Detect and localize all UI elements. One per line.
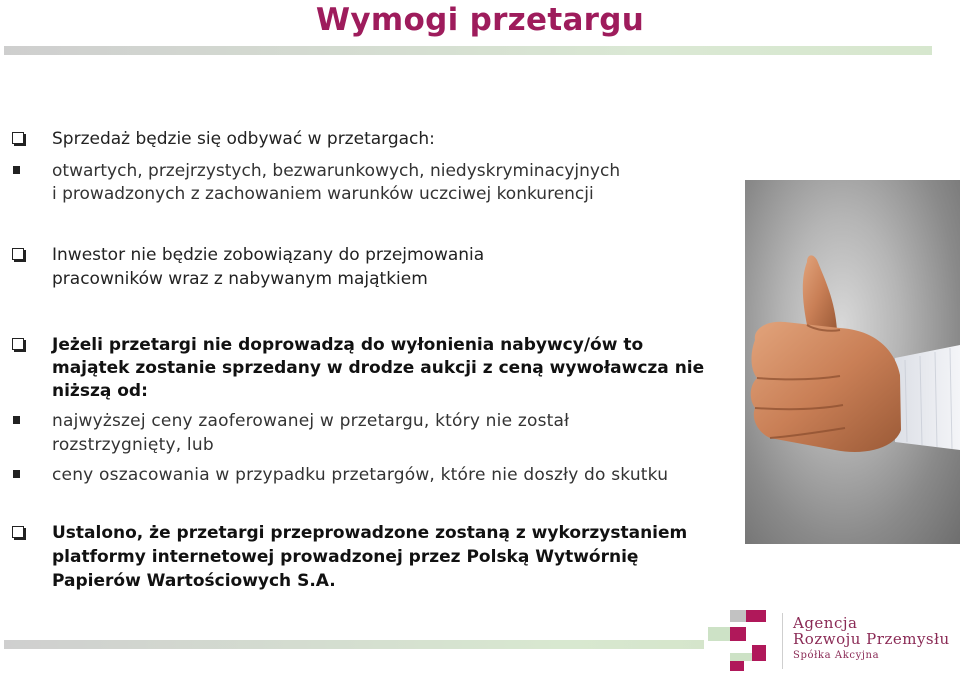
thumbs-up-icon — [745, 180, 960, 544]
bullet-text: majątek zostanie sprzedany w drodze aukcji z ceną wywoławcza nie — [52, 358, 705, 378]
bullet-text: platformy internetowej prowadzonej przez Polską Wytwórnię — [52, 547, 639, 567]
footer-divider — [4, 640, 704, 649]
slide-title: Wymogi przetargu — [315, 2, 645, 38]
logo-text — [793, 616, 950, 661]
bullet-text: Inwestor nie będzie zobowiązany do przejmowania — [52, 245, 485, 265]
bullet-text: Papierów Wartościowych S.A. — [52, 571, 336, 591]
logo-line-3: Spółka Akcyjna — [793, 649, 880, 661]
sub-bullet-text: rozstrzygnięty, lub — [52, 435, 214, 455]
logo-line-2: Rozwoju Przemysłu — [793, 629, 950, 648]
square-bullet-icon — [13, 470, 20, 478]
square-bullet-icon — [13, 416, 20, 424]
checkbox-bullet-icon — [12, 526, 24, 538]
title-divider — [4, 46, 932, 55]
sub-bullet-text: i prowadzonych z zachowaniem warunków uczciwej konkurencji — [52, 184, 594, 204]
thumbs-up-photo — [745, 180, 960, 544]
bullet-text: pracowników wraz z nabywanym majątkiem — [52, 269, 428, 289]
logo-divider — [782, 613, 783, 669]
checkbox-bullet-icon — [12, 338, 24, 350]
square-bullet-icon — [13, 166, 20, 174]
sub-bullet-text: ceny oszacowania w przypadku przetargów, które nie doszły do skutku — [52, 465, 669, 485]
sub-bullet-text: otwartych, przejrzystych, bezwarunkowych, niedyskryminacyjnych — [52, 161, 621, 181]
bullet-text: Ustalono, że przetargi przeprowadzone zostaną z wykorzystaniem — [52, 523, 688, 543]
checkbox-bullet-icon — [12, 248, 24, 260]
bullet-text: Sprzedaż będzie się odbywać w przetargach: — [52, 129, 435, 149]
sub-bullet-text: najwyższej ceny zaoferowanej w przetargu, który nie został — [52, 411, 570, 431]
checkbox-bullet-icon — [12, 132, 24, 144]
logo-mark-icon — [700, 605, 780, 675]
bullet-text: niższą od: — [52, 381, 148, 401]
bullet-text: Jeżeli przetargi nie doprowadzą do wyłonienia nabywcy/ów to — [52, 335, 644, 355]
company-logo — [700, 605, 960, 679]
logo-line-1: Agencja — [793, 614, 858, 632]
